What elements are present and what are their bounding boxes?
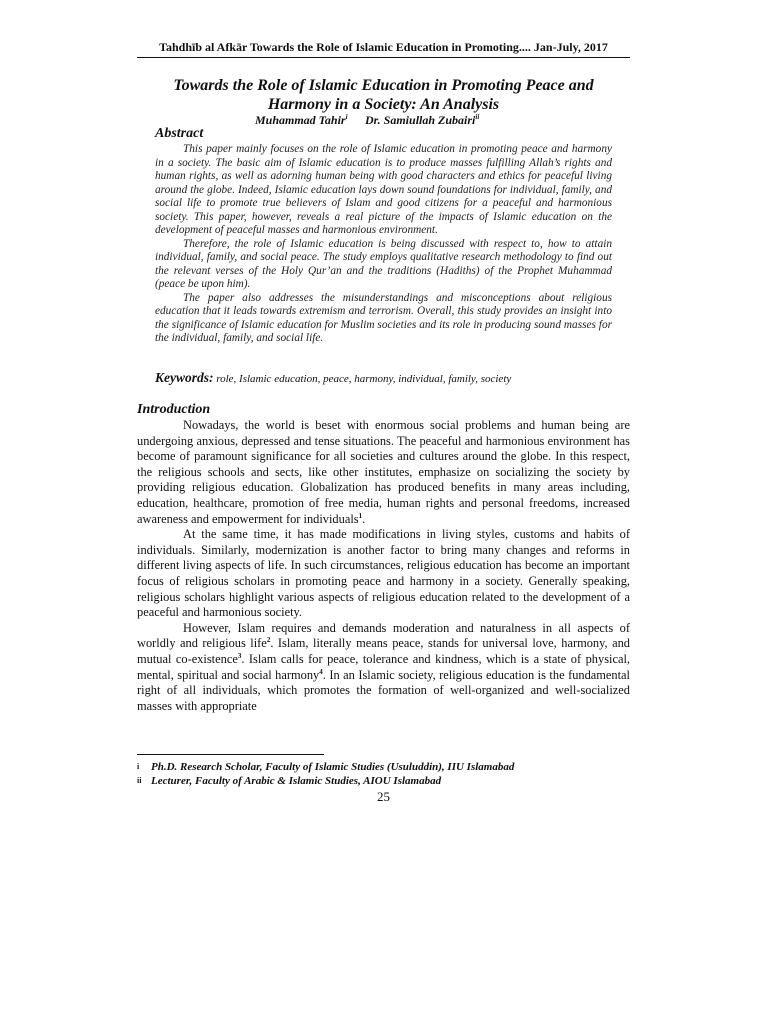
author-1-name: Muhammad Tahir: [255, 113, 346, 127]
footnote-1-mark: i: [137, 762, 140, 771]
introduction-heading: Introduction: [137, 402, 211, 417]
intro-p3-part-b: . Islam, literally means peace, stands for universal love, harmony, and mutual co-existence: [137, 636, 630, 666]
footnote-ref-4: 4: [319, 667, 323, 676]
footnote-ref-1: 1: [358, 511, 363, 520]
footnote-1-text: Ph.D. Research Scholar, Faculty of Islamic Studies (Usuluddin), IIU Islamabad: [151, 761, 515, 773]
footnote-2-mark: ii: [137, 776, 142, 785]
paper-title: [137, 76, 630, 114]
keywords-list: role, Islamic education, peace, harmony, individual, family, society: [213, 373, 512, 385]
keywords-label: Keywords:: [155, 370, 214, 385]
footnote-ref-2: 2: [266, 636, 271, 645]
footnote-1: [137, 760, 630, 774]
introduction-body: [137, 418, 630, 714]
author-1-mark: i: [345, 113, 348, 121]
abstract-paragraph-1: This paper mainly focuses on the role of Islamic education in promoting peace and harmony in a society. The basic aim of Islamic education is to produce masses fulfilling Allah’s rights and human rights, as well as adorning human being with good characters and ethics for peaceful living around the globe. Indeed, Islamic education lays down sound foundations for individual, family, and social life to promote true believers of Islam and good citizens for a peaceful and harmonious society. This paper, however, reveals a real picture of the impacts of Islamic education on the development of peaceful masses and harmonious environment.: [155, 143, 612, 236]
author-2-name: Dr. Samiullah Zubairi: [365, 113, 476, 127]
title-line-1: Towards the Role of Islamic Education in Promoting Peace and: [173, 77, 594, 94]
abstract-heading: Abstract: [155, 126, 204, 141]
intro-p1-text: Nowadays, the world is beset with enormous social problems and human being are undergoing anxious, depressed and tense situations. The peaceful and harmonious environment has become of paramount significance for all societies and cultures around the globe. In this respect, the religious schools and sects, like other institutes, emphasize on socializing the society by providing religious education. Globalization has produced benefits in many areas including, education, healthcare, promotion of free media, human rights and personal freedoms, increased awareness and empowerment for individuals: [137, 418, 630, 526]
author-2-mark: ii: [475, 113, 480, 121]
abstract-paragraph-2: Therefore, the role of Islamic education is being discussed with respect to, how to attain individual, family, and social peace. The study employs qualitative research methodology to find out the relevant verses of the Holy Qur’an and the traditions (Hadiths) of the Prophet Muhammad (peace be upon him).: [155, 237, 612, 290]
intro-p1-end: .: [362, 511, 366, 526]
abstract-body: [155, 143, 612, 346]
intro-paragraph-3: [137, 621, 630, 715]
footnote-ref-3: 3: [237, 651, 242, 660]
footnote-divider: [137, 754, 324, 755]
author-1: [255, 113, 348, 128]
intro-p3-part-a: However, Islam requires and demands moderation and naturalness in all aspects of worldly and religious life: [137, 620, 630, 651]
footnote-2: [137, 774, 630, 788]
page-number: 25: [377, 789, 390, 804]
title-line-2: Harmony in a Society: An Analysis: [267, 96, 500, 113]
intro-p3-part-d: . In an Islamic society, religious education is the fundamental right of all individuals, which promotes the formation of well-organized and well-socialized masses with appropriate: [137, 667, 630, 713]
keywords-line: [155, 370, 625, 386]
intro-p3-part-c: . Islam calls for peace, tolerance and kindness, which is a state of physical, mental, spiritual and social harmony: [137, 651, 630, 682]
footnote-2-text: Lecturer, Faculty of Arabic & Islamic Studies, AIOU Islamabad: [151, 775, 442, 787]
footnotes: [137, 760, 630, 788]
intro-paragraph-1: [137, 418, 630, 527]
intro-paragraph-2: At the same time, it has made modifications in living styles, customs and habits of individuals. Similarly, modernization is another factor to bring many changes and reforms in different living aspects of life. In such circumstances, religious education has become an important focus of religious scholars in promoting peace and harmony in a society. Generally speaking, religious scholars highlight various aspects of religious education related to the development of a peaceful and harmonious society.: [137, 527, 630, 620]
abstract-paragraph-3: The paper also addresses the misunderstandings and misconceptions about religious education that it leads towards extremism and terrorism. Overall, this study provides an insight into the significance of Islamic education for Muslim societies and its role in producing sound masses for the individual, family, and social life.: [155, 291, 612, 344]
author-2: [365, 113, 479, 128]
running-header: Tahdhīb al Afkār Towards the Role of Islamic Education in Promoting.... Jan-July, 2017: [137, 40, 630, 58]
